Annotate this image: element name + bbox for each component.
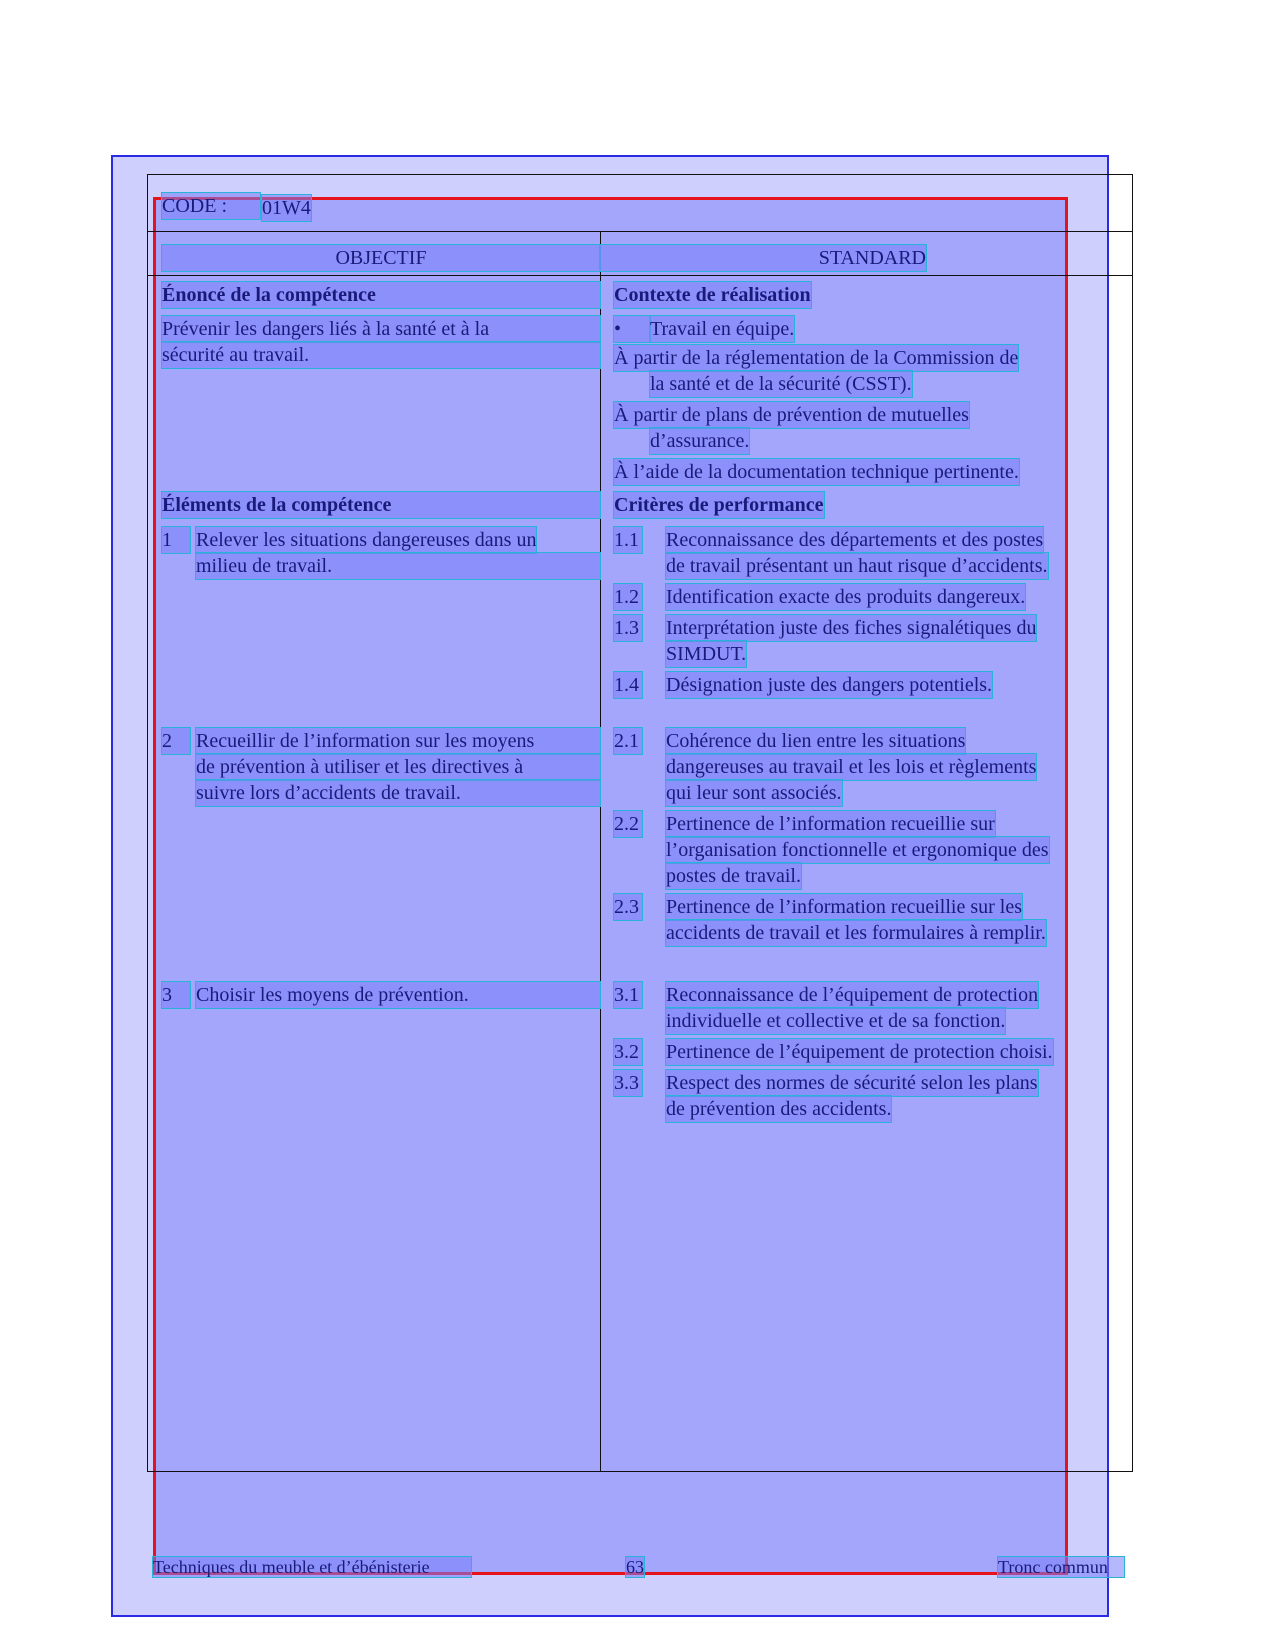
- column-header-objectif: OBJECTIF: [162, 245, 600, 271]
- code-value: 01W4: [262, 197, 311, 219]
- element-line: milieu de travail.: [196, 553, 600, 579]
- critere-line: Interprétation juste des fiches signalétiques du: [666, 617, 1037, 639]
- element-line: Choisir les moyens de prévention.: [196, 982, 600, 1008]
- critere-line: Reconnaissance de l’équipement de protection: [666, 984, 1039, 1006]
- contexte-title: Contexte de réalisation: [614, 284, 811, 306]
- table-border-top: [147, 174, 1133, 175]
- criteres-title: Critères de performance: [614, 494, 824, 516]
- critere-line: Désignation juste des dangers potentiels.: [666, 674, 993, 696]
- element-number: 3: [162, 982, 190, 1008]
- critere-number: 1.3: [614, 615, 642, 641]
- contexte-line: À partir de plans de prévention de mutuelles: [614, 404, 969, 426]
- critere-number: 2.3: [614, 894, 642, 920]
- critere-line: l’organisation fonctionnelle et ergonomique des: [666, 839, 1049, 861]
- element-line: de prévention à utiliser et les directives à: [196, 754, 600, 780]
- table-border-bottom: [147, 1471, 1133, 1472]
- critere-number: 3.1: [614, 982, 642, 1008]
- critere-number: 2.1: [614, 728, 642, 754]
- footer-program: Techniques du meuble et d’ébénisterie: [153, 1557, 471, 1577]
- element-line: Recueillir de l’information sur les moyens: [196, 728, 600, 754]
- critere-line: Respect des normes de sécurité selon les plans: [666, 1072, 1038, 1094]
- critere-line: postes de travail.: [666, 865, 801, 887]
- critere-line: de prévention des accidents.: [666, 1098, 892, 1120]
- contexte-line: À l’aide de la documentation technique pertinente.: [614, 461, 1019, 483]
- critere-line: Identification exacte des produits dangereux.: [666, 586, 1026, 608]
- table-border-right: [1132, 174, 1133, 1472]
- element-line: Relever les situations dangereuses dans un: [196, 529, 537, 551]
- enonce-line: sécurité au travail.: [162, 342, 600, 368]
- element-number: 2: [162, 728, 190, 754]
- enonce-title: Énoncé de la compétence: [162, 282, 600, 308]
- elements-title: Éléments de la compétence: [162, 492, 600, 518]
- header-divider: [147, 231, 1133, 232]
- critere-line: individuelle et collective et de sa fonction.: [666, 1010, 1006, 1032]
- critere-number: 3.3: [614, 1070, 642, 1096]
- critere-line: Reconnaissance des départements et des postes: [666, 529, 1044, 551]
- contexte-line: Travail en équipe.: [650, 318, 795, 340]
- critere-line: de travail présentant un haut risque d’accidents.: [666, 555, 1048, 577]
- table-border-left: [147, 174, 148, 1472]
- footer-section: Tronc commun: [998, 1557, 1124, 1577]
- contexte-line: d’assurance.: [650, 430, 750, 452]
- critere-line: qui leur sont associés.: [666, 782, 842, 804]
- critere-line: Pertinence de l’équipement de protection choisi.: [666, 1041, 1053, 1063]
- critere-line: dangereuses au travail et les lois et règlements: [666, 756, 1037, 778]
- critere-number: 3.2: [614, 1039, 642, 1065]
- code-label: CODE :: [162, 193, 260, 219]
- enonce-line: Prévenir les dangers liés à la santé et à la: [162, 316, 600, 342]
- critere-line: Pertinence de l’information recueillie sur: [666, 813, 995, 835]
- critere-line: Cohérence du lien entre les situations: [666, 730, 966, 752]
- critere-number: 1.2: [614, 584, 642, 610]
- column-header-standard: STANDARD: [600, 245, 926, 271]
- bullet-icon: •: [614, 316, 650, 342]
- contexte-line: la santé et de la sécurité (CSST).: [650, 373, 912, 395]
- critere-line: accidents de travail et les formulaires à remplir.: [666, 922, 1046, 944]
- column-header-divider: [147, 275, 1133, 276]
- element-number: 1: [162, 527, 190, 553]
- critere-line: Pertinence de l’information recueillie sur les: [666, 896, 1022, 918]
- critere-number: 1.4: [614, 672, 642, 698]
- column-divider: [600, 232, 601, 1472]
- critere-number: 2.2: [614, 811, 642, 837]
- footer-page-number: 63: [626, 1557, 644, 1577]
- element-line: suivre lors d’accidents de travail.: [196, 780, 600, 806]
- critere-number: 1.1: [614, 527, 642, 553]
- critere-line: SIMDUT.: [666, 643, 747, 665]
- contexte-line: À partir de la réglementation de la Commission de: [614, 347, 1019, 369]
